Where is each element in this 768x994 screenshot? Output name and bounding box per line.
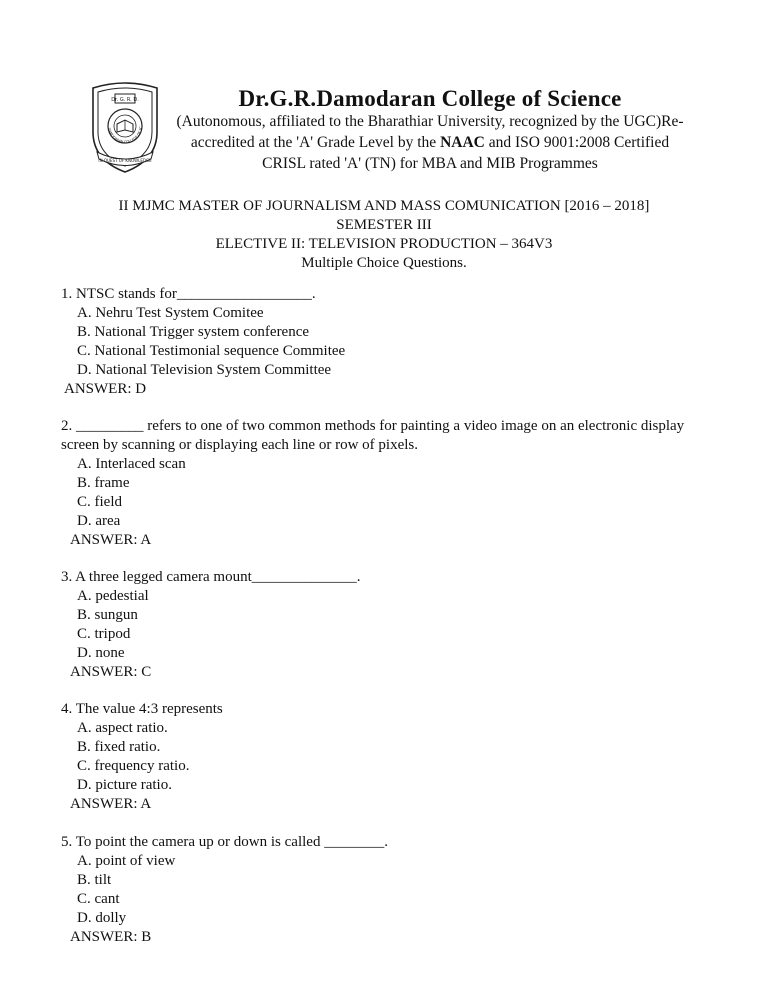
option: A. pedestial	[77, 588, 149, 604]
header-line-2-post: and ISO 9001:2008 Certified	[484, 134, 670, 151]
question-1: 1. NTSC stands for__________________.	[61, 286, 316, 302]
option: A. Nehru Test System Comitee	[77, 305, 264, 321]
logo-top-text: Dr. G. R. D.	[111, 97, 139, 103]
header-line-3: CRISL rated 'A' (TN) for MBA and MIB Programmes	[262, 155, 598, 172]
college-logo	[87, 80, 163, 176]
answer: ANSWER: A	[70, 796, 152, 812]
logo-motto: IN QUEST OF KNOWLEDGE	[98, 158, 152, 163]
question-2-cont: screen by scanning or displaying each line or row of pixels.	[61, 437, 418, 453]
question-type: Multiple Choice Questions.	[301, 255, 467, 271]
college-title: Dr.G.R.Damodaran College of Science	[238, 86, 622, 111]
option: C. National Testimonial sequence Commitee	[77, 343, 346, 359]
option: A. point of view	[77, 853, 176, 869]
answer: ANSWER: B	[70, 929, 152, 945]
option: C. cant	[77, 891, 120, 907]
option: B. National Trigger system conference	[77, 324, 310, 340]
answer: ANSWER: A	[70, 532, 152, 548]
semester: SEMESTER III	[336, 217, 432, 233]
option: B. fixed ratio.	[77, 739, 161, 755]
option: B. frame	[77, 475, 130, 491]
header-line-2	[170, 132, 690, 153]
question-5: 5. To point the camera up or down is called ________.	[61, 834, 388, 850]
course-title: II MJMC MASTER OF JOURNALISM AND MASS COMUNICATION [2016 – 2018]	[118, 198, 650, 214]
question-4: 4. The value 4:3 represents	[61, 701, 223, 717]
question-3: 3. A three legged camera mount______________.	[61, 569, 361, 585]
option: D. dolly	[77, 910, 127, 926]
naac-label: NAAC	[440, 134, 485, 151]
option: C. tripod	[77, 626, 131, 642]
question-2: 2. _________ refers to one of two common methods for painting a video image on an electronic display	[61, 418, 685, 434]
answer: ANSWER: D	[64, 381, 147, 397]
option: C. field	[77, 494, 122, 510]
answer: ANSWER: C	[70, 664, 152, 680]
option: D. none	[77, 645, 125, 661]
header-line-1: (Autonomous, affiliated to the Bharathiar University, recognized by the UGC)Re-	[176, 113, 684, 130]
logo-ring-text: DAMODARAN COLLEGE OF SC	[107, 126, 144, 145]
option: D. National Television System Committee	[77, 362, 332, 378]
option: A. Interlaced scan	[77, 456, 186, 472]
option: B. sungun	[77, 607, 138, 623]
option: B. tilt	[77, 872, 112, 888]
elective: ELECTIVE II: TELEVISION PRODUCTION – 364V3	[215, 236, 553, 252]
header-line-2-pre: accredited at the 'A' Grade Level by the	[190, 134, 441, 151]
option: D. area	[77, 513, 121, 529]
option: C. frequency ratio.	[77, 758, 190, 774]
option: D. picture ratio.	[77, 777, 172, 793]
option: A. aspect ratio.	[77, 720, 168, 736]
